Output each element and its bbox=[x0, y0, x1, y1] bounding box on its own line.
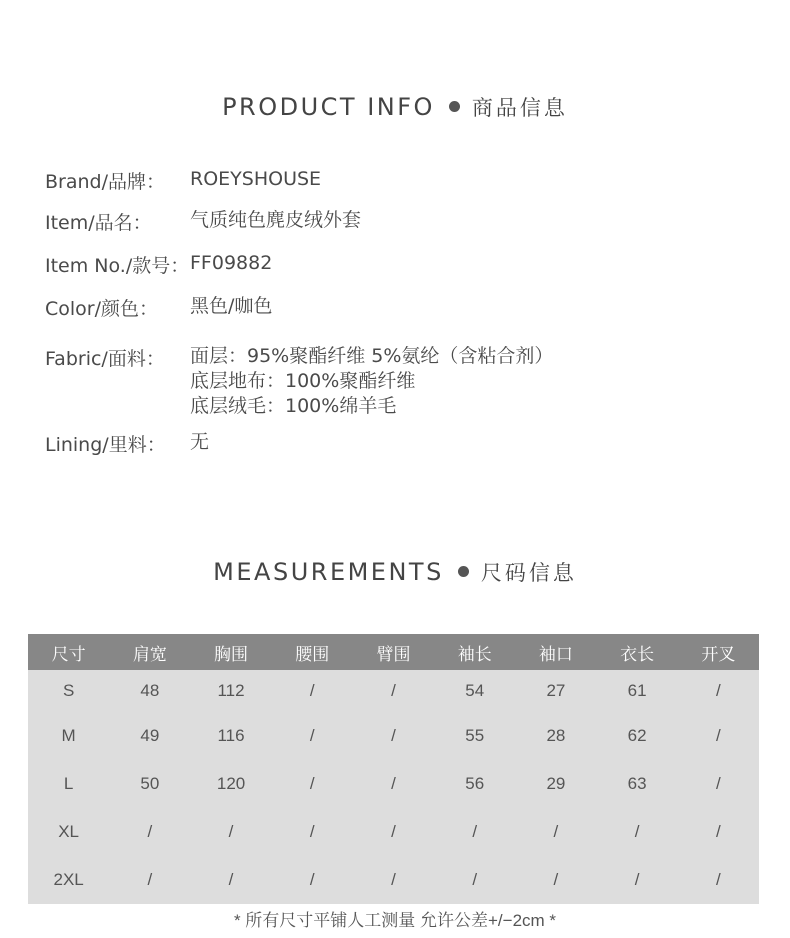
table-cell: M bbox=[28, 712, 109, 760]
table-cell: / bbox=[353, 712, 434, 760]
table-row bbox=[28, 760, 759, 808]
table-cell: 28 bbox=[515, 712, 596, 760]
table-row bbox=[28, 670, 759, 712]
info-value: 气质纯色麂皮绒外套 bbox=[190, 209, 362, 231]
table-cell: 54 bbox=[434, 670, 515, 712]
table-cell: 49 bbox=[109, 712, 190, 760]
header-arm: 臂围 bbox=[353, 634, 434, 670]
product-info-title bbox=[0, 92, 790, 122]
table-cell: / bbox=[678, 712, 759, 760]
table-header-row bbox=[28, 634, 759, 670]
table-cell: / bbox=[353, 856, 434, 904]
info-value: 无 bbox=[190, 431, 210, 453]
fabric-line: 底层绒毛：100%绵羊毛 bbox=[190, 395, 397, 417]
table-cell: / bbox=[190, 856, 271, 904]
info-value: ROEYSHOUSE bbox=[190, 168, 322, 190]
table-cell: / bbox=[272, 670, 353, 712]
header-slit: 开叉 bbox=[678, 634, 759, 670]
table-cell: / bbox=[272, 760, 353, 808]
table-cell: / bbox=[109, 808, 190, 856]
header-size: 尺寸 bbox=[28, 634, 109, 670]
table-cell: 120 bbox=[190, 760, 271, 808]
table-cell: S bbox=[28, 670, 109, 712]
table-cell: / bbox=[597, 808, 678, 856]
table-cell: 56 bbox=[434, 760, 515, 808]
info-label: Item No./款号： bbox=[45, 255, 190, 277]
table-cell: / bbox=[434, 856, 515, 904]
table-row bbox=[28, 856, 759, 904]
info-label: Item/品名： bbox=[45, 212, 152, 234]
table-cell: 116 bbox=[190, 712, 271, 760]
table-cell: 50 bbox=[109, 760, 190, 808]
bullet-dot-icon bbox=[449, 101, 460, 112]
table-cell: / bbox=[272, 856, 353, 904]
header-chest: 胸围 bbox=[190, 634, 271, 670]
size-table bbox=[28, 634, 759, 904]
table-cell: / bbox=[515, 808, 596, 856]
measurements-title bbox=[0, 557, 790, 587]
header-cuff: 袖口 bbox=[515, 634, 596, 670]
bullet-dot-icon bbox=[458, 566, 469, 577]
measurement-footnote: * 所有尺寸平铺人工测量 允许公差+/−2cm * bbox=[233, 911, 557, 930]
table-cell: 2XL bbox=[28, 856, 109, 904]
fabric-value bbox=[190, 344, 553, 419]
table-cell: / bbox=[678, 670, 759, 712]
table-cell: / bbox=[353, 808, 434, 856]
info-label: Fabric/面料： bbox=[45, 348, 165, 370]
header-shoulder: 肩宽 bbox=[109, 634, 190, 670]
table-cell: / bbox=[109, 856, 190, 904]
table-cell: 55 bbox=[434, 712, 515, 760]
table-cell: 62 bbox=[597, 712, 678, 760]
table-cell: 63 bbox=[597, 760, 678, 808]
table-cell: / bbox=[515, 856, 596, 904]
table-cell: / bbox=[678, 856, 759, 904]
table-cell: XL bbox=[28, 808, 109, 856]
table-cell: 48 bbox=[109, 670, 190, 712]
table-cell: / bbox=[272, 712, 353, 760]
table-row bbox=[28, 712, 759, 760]
table-cell: L bbox=[28, 760, 109, 808]
table-cell: / bbox=[597, 856, 678, 904]
table-cell: / bbox=[272, 808, 353, 856]
product-info-title-en: PRODUCT INFO bbox=[222, 93, 435, 121]
table-cell: / bbox=[678, 760, 759, 808]
header-waist: 腰围 bbox=[272, 634, 353, 670]
header-length: 衣长 bbox=[597, 634, 678, 670]
info-label: Lining/里料： bbox=[45, 434, 166, 456]
table-row bbox=[28, 808, 759, 856]
info-value: 黑色/咖色 bbox=[190, 295, 273, 317]
table-cell: 61 bbox=[597, 670, 678, 712]
table-cell: 27 bbox=[515, 670, 596, 712]
table-cell: / bbox=[353, 670, 434, 712]
product-info-title-cn: 商品信息 bbox=[471, 96, 568, 120]
measurements-title-cn: 尺码信息 bbox=[480, 561, 577, 585]
info-label: Color/颜色： bbox=[45, 298, 159, 320]
fabric-line: 面层：95%聚酯纤维 5%氨纶（含粘合剂） bbox=[190, 345, 554, 367]
info-value: FF09882 bbox=[190, 252, 273, 274]
table-cell: 112 bbox=[190, 670, 271, 712]
table-cell: / bbox=[190, 808, 271, 856]
info-label: Brand/品牌： bbox=[45, 171, 165, 193]
table-cell: / bbox=[434, 808, 515, 856]
table-cell: / bbox=[353, 760, 434, 808]
header-sleeve-length: 袖长 bbox=[434, 634, 515, 670]
fabric-line: 底层地布：100%聚酯纤维 bbox=[190, 370, 416, 392]
table-cell: / bbox=[678, 808, 759, 856]
measurements-title-en: MEASUREMENTS bbox=[213, 558, 444, 586]
table-cell: 29 bbox=[515, 760, 596, 808]
